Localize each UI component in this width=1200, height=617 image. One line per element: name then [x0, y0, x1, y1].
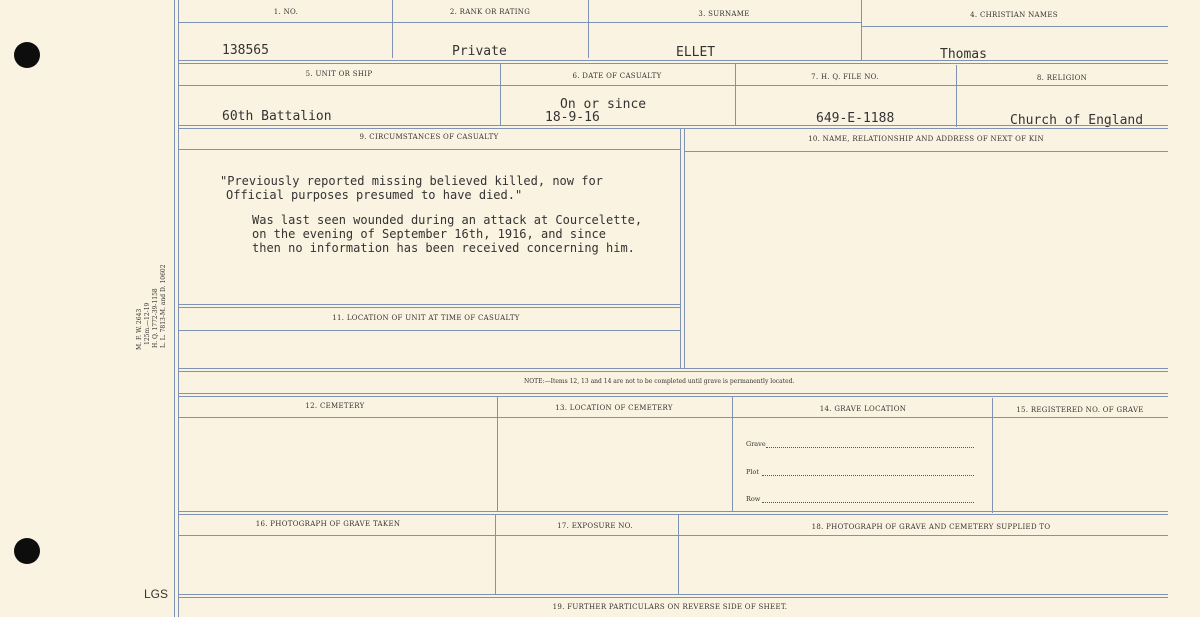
value-date-line2: 18-9-16 [545, 110, 600, 125]
label-location-cemetery: 13. LOCATION OF CEMETERY [555, 404, 673, 412]
label-circumstances: 9. CIRCUMSTANCES OF CASUALTY [359, 133, 499, 141]
grave-label: Grave [746, 440, 766, 448]
circumstances-line-2: Official purposes presumed to have died." [226, 188, 523, 202]
value-hq: 649-E-1188 [816, 111, 895, 126]
label-photo-supplied: 18. PHOTOGRAPH OF GRAVE AND CEMETERY SUPPLIED TO [811, 523, 1051, 531]
label-unit: 5. UNIT OR SHIP [305, 70, 373, 78]
value-christian-names: Thomas [940, 47, 987, 62]
value-no: 138565 [222, 43, 269, 58]
punch-hole-top [14, 42, 40, 68]
plot-label: Plot [746, 468, 759, 476]
label-hq: 7. H. Q. FILE NO. [811, 73, 879, 81]
side-print-4: L. L. 7813-M. and D. 10602 [160, 264, 167, 348]
side-print-3: H. Q. 1772-39-1158 [152, 288, 159, 348]
label-photo-taken: 16. PHOTOGRAPH OF GRAVE TAKEN [255, 520, 401, 528]
circumstances-line-3: Was last seen wounded during an attack at Courcelette, [252, 213, 643, 227]
note: NOTE:—Items 12, 13 and 14 are not to be completed until grave is permanently located. [524, 378, 795, 385]
label-date: 6. DATE OF CASUALTY [572, 72, 662, 80]
corner-mark: LGS [144, 587, 169, 601]
punch-hole-bottom [14, 538, 40, 564]
value-religion: Church of England [1010, 113, 1144, 128]
value-rank: Private [452, 44, 507, 59]
side-print-1: M. F. W. 2643 [136, 308, 143, 350]
circumstances-line-5: then no information has been received concerning him. [252, 241, 635, 255]
label-rank: 2. RANK OR RATING [449, 8, 531, 16]
label-registered-no: 15. REGISTERED NO. OF GRAVE [1016, 406, 1144, 414]
label-location-unit: 11. LOCATION OF UNIT AT TIME OF CASUALTY [332, 314, 520, 322]
row-label: Row [746, 495, 761, 503]
side-print-2: 125m.—12-19 [144, 302, 151, 345]
left-border-inner [178, 0, 179, 617]
circumstances-line-4: on the evening of September 16th, 1916, and since [252, 227, 607, 241]
value-unit: 60th Battalion [222, 109, 332, 124]
circumstances-line-1: "Previously reported missing believed killed, now for [220, 174, 603, 188]
value-date-line1: On or since [560, 97, 647, 112]
label-grave-location: 14. GRAVE LOCATION [819, 405, 907, 413]
label-christian-names: 4. CHRISTIAN NAMES [970, 11, 1058, 19]
label-surname: 3. SURNAME [698, 10, 750, 18]
label-exposure: 17. EXPOSURE NO. [557, 522, 633, 530]
label-religion: 8. RELIGION [1036, 74, 1088, 82]
left-border-outer [174, 0, 175, 617]
value-surname: ELLET [676, 45, 716, 60]
label-no: 1. NO. [273, 8, 299, 16]
label-cemetery: 12. CEMETERY [305, 402, 365, 410]
label-next-of-kin: 10. NAME, RELATIONSHIP AND ADDRESS OF NEXT OF KIN [808, 135, 1044, 143]
label-further: 19. FURTHER PARTICULARS ON REVERSE SIDE OF SHEET. [552, 603, 788, 611]
